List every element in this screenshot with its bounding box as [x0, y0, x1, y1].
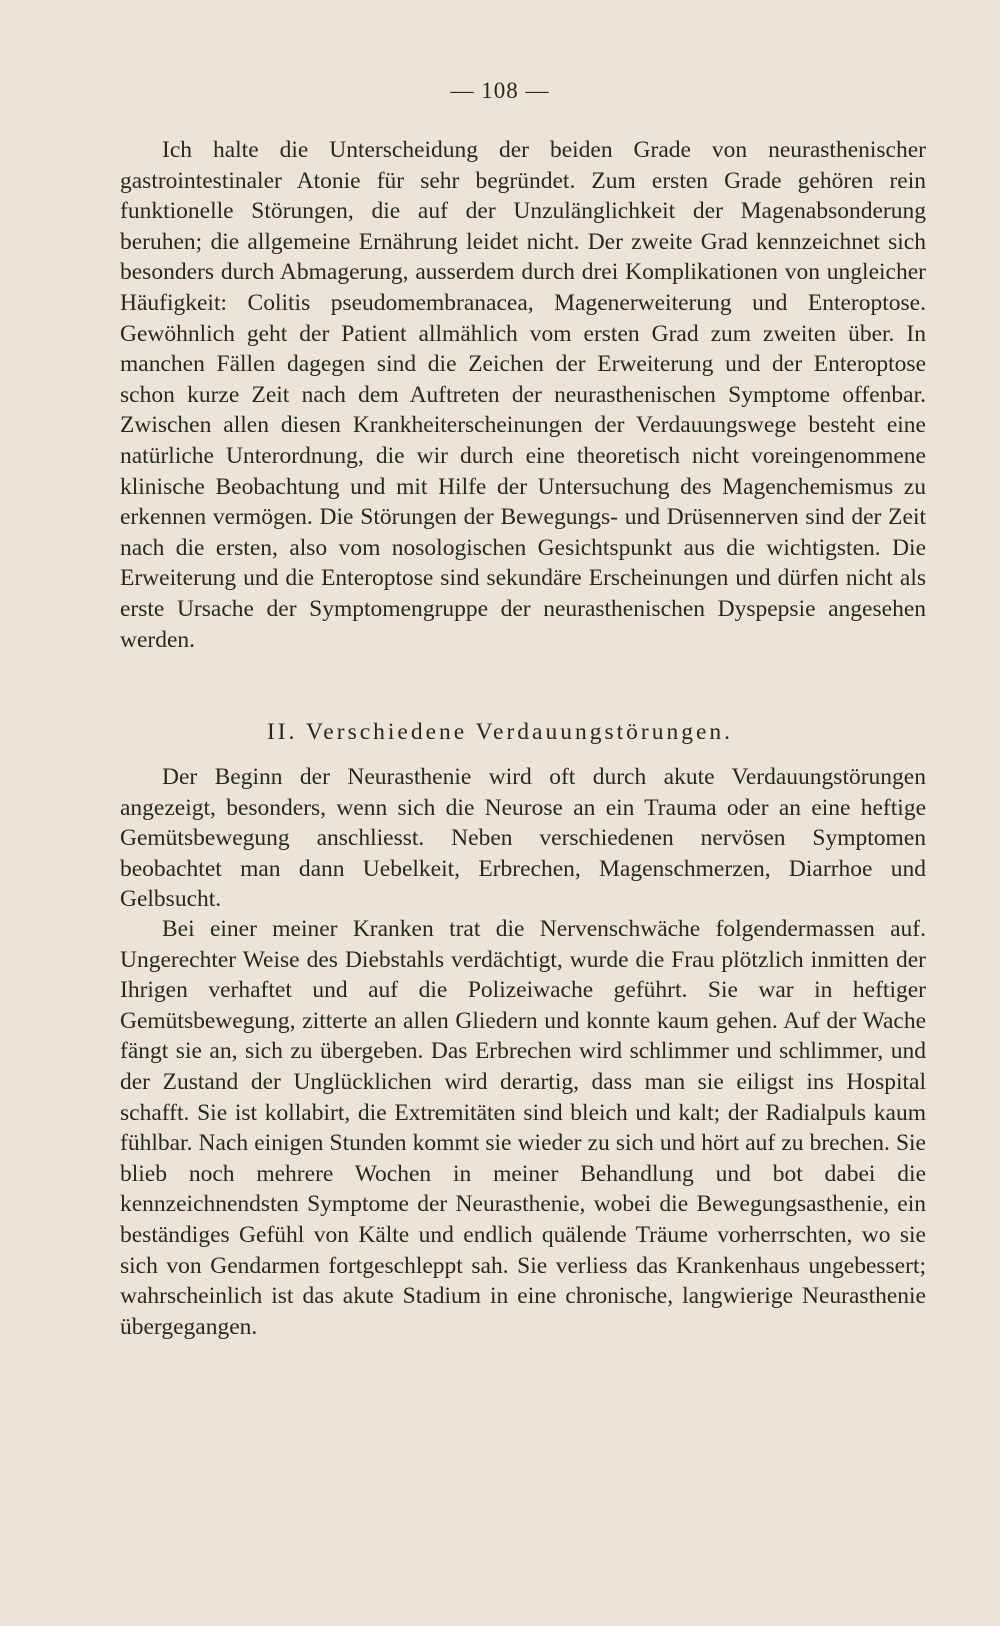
paragraph-beginn [120, 762, 926, 915]
paragraph-atonie [120, 135, 926, 655]
paragraph-text: Bei einer meiner Kranken trat die Nervenschwäche folgendermassen auf. Ungerechter Weise des Diebstahls verdächtigt, wurde die Frau plötzlich inmitten der Ihrigen verhaftet und auf die Polizeiwache geführt. Sie war in heftiger Gemütsbewegung, zitterte an allen Gliedern und konnte kaum gehen. Auf der Wache fängt sie an, sich zu übergeben. Das Erbrechen wird schlimmer und schlimmer, und der Zustand der Unglücklichen wird derartig, dass man sie eiligst ins Hospital schafft. Sie ist kollabirt, die Extremitäten sind bleich und kalt; der Radialpuls kaum fühlbar. Nach einigen Stunden kommt sie wieder zu sich und hört auf zu brechen. Sie blieb noch mehrere Wochen in meiner Behandlung und bot dabei die kennzeichnendsten Symptome der Neurasthenie, wobei die Bewegungsasthenie, ein beständiges Gefühl von Kälte und endlich quälende Träume vorherrschten, wo sie sich von Gendarmen fortgeschleppt sah. Sie verliess das Krankenhaus ungebessert; wahrscheinlich ist das akute Stadium in eine chronische, langwierige Neurasthenie übergegangen. [120, 916, 926, 1340]
paragraph-text: Der Beginn der Neurasthenie wird oft durch akute Verdauungstörungen angezeigt, besonders, wenn sich die Neurose an ein Trauma oder an eine heftige Gemütsbewegung anschliesst. Neben verschiedenen nervösen Symptomen beobachtet man dann Uebelkeit, Erbrechen, Magenschmerzen, Diarrhoe und Gelbsucht. [120, 764, 926, 913]
page-number: — 108 — [450, 78, 550, 103]
paragraph-fallbericht [120, 914, 926, 1342]
section-heading: II. Verschiedene Verdauungstörungen. [266, 719, 734, 745]
paragraph-text: Ich halte die Unterscheidung der beiden Grade von neurasthenischer gastrointestinaler Atonie für sehr begründet. Zum ersten Grade gehören rein funktionelle Störungen, die auf der Unzulänglichkeit der Magenabsonderung beruhen; die allgemeine Ernährung leidet nicht. Der zweite Grad kennzeichnet sich besonders durch Abmagerung, ausserdem durch drei Komplikationen von ungleicher Häufigkeit: Colitis pseudomembranacea, Magenerweiterung und Enteroptose. Gewöhnlich geht der Patient allmählich vom ersten Grad zum zweiten über. In manchen Fällen dagegen sind die Zeichen der Erweiterung und der Enteroptose schon kurze Zeit nach dem Auftreten der neurasthenischen Symptome offenbar. Zwischen allen diesen Krankheiterscheinungen der Verdauungswege besteht eine natürliche Unterordnung, die wir durch eine theoretisch nicht voreingenommene klinische Beobachtung und mit Hilfe der Untersuchung des Magenchemismus zu erkennen vermögen. Die Störungen der Bewegungs- und Drüsennerven sind der Zeit nach die ersten, also vom nosologischen Gesichtspunkt aus die wichtigsten. Die Erweiterung und die Enteroptose sind sekundäre Erscheinungen und dürfen nicht als erste Ursache der Symptomengruppe der neurasthenischen Dyspepsie angesehen werden. [120, 137, 926, 653]
